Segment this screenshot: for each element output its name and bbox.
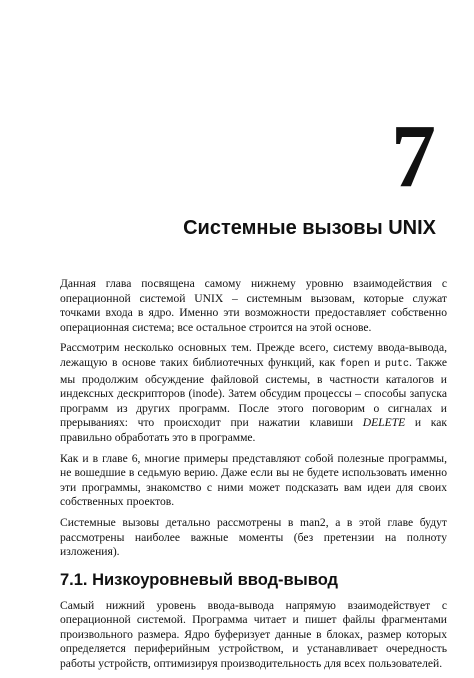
text-segment: Рассмотрим несколько основных тем. Прежде всего, систему ввода-вывода, лежащую в основе таких библиотечных функций, как — [60, 341, 447, 369]
code-putc: putc — [385, 358, 410, 370]
paragraph-man2: Системные вызовы детально рассмотрены в man2, а в этой главе будут рассмотрены наиболее важные моменты (без претензии на полноту изложения). — [60, 515, 447, 559]
key-delete: DELETE — [362, 416, 406, 430]
paragraph-intro: Данная глава посвящена самому нижнему уровню взаимодействия с операционной системой UNIX – системным вызовам, которые служат точками входа в ядро. Именно эти возможности предоставляет собственно операционная система; все остальное строится на этой основе. — [60, 277, 447, 334]
paragraph-topics — [60, 341, 447, 445]
chapter-number: 7 — [391, 107, 436, 206]
code-fopen: fopen — [339, 358, 370, 370]
text-segment: . Также мы продолжим обсуждение файловой системы, в частности каталогов и индексных дескрипторов (inode). Затем обсудим процессы – способы запуска программ из других программ. После этого поговорим о сигналах и прерываниях: что происходит при нажатии клавиши — [60, 355, 447, 430]
text-segment: и как правильно обработать это в программе. — [60, 416, 447, 444]
paragraph-lowlevel-io: Самый нижний уровень ввода-вывода напрямую взаимодействует с операционной системой. Программа читает и пишет файлы фрагментами произвольного размера. Ядро буферизует данные в блоках, размер которых определяется периферийным устройством, и устанавливает очередность работы устройств, оптимизируя производительность для всех пользователей. — [60, 598, 447, 671]
section-heading: 7.1. Низкоуровневый ввод-вывод — [60, 570, 339, 589]
text-segment: и — [369, 355, 385, 369]
paragraph-examples: Как и в главе 6, многие примеры представляют собой полезные программы, не вошедшие в седьмую верию. Даже если вы не будете использовать именно эти программы, знакомство с ними может подсказать вам идеи для своих собственных проектов. — [60, 451, 447, 509]
chapter-body — [60, 277, 447, 678]
chapter-title: Системные вызовы UNIX — [183, 217, 436, 239]
